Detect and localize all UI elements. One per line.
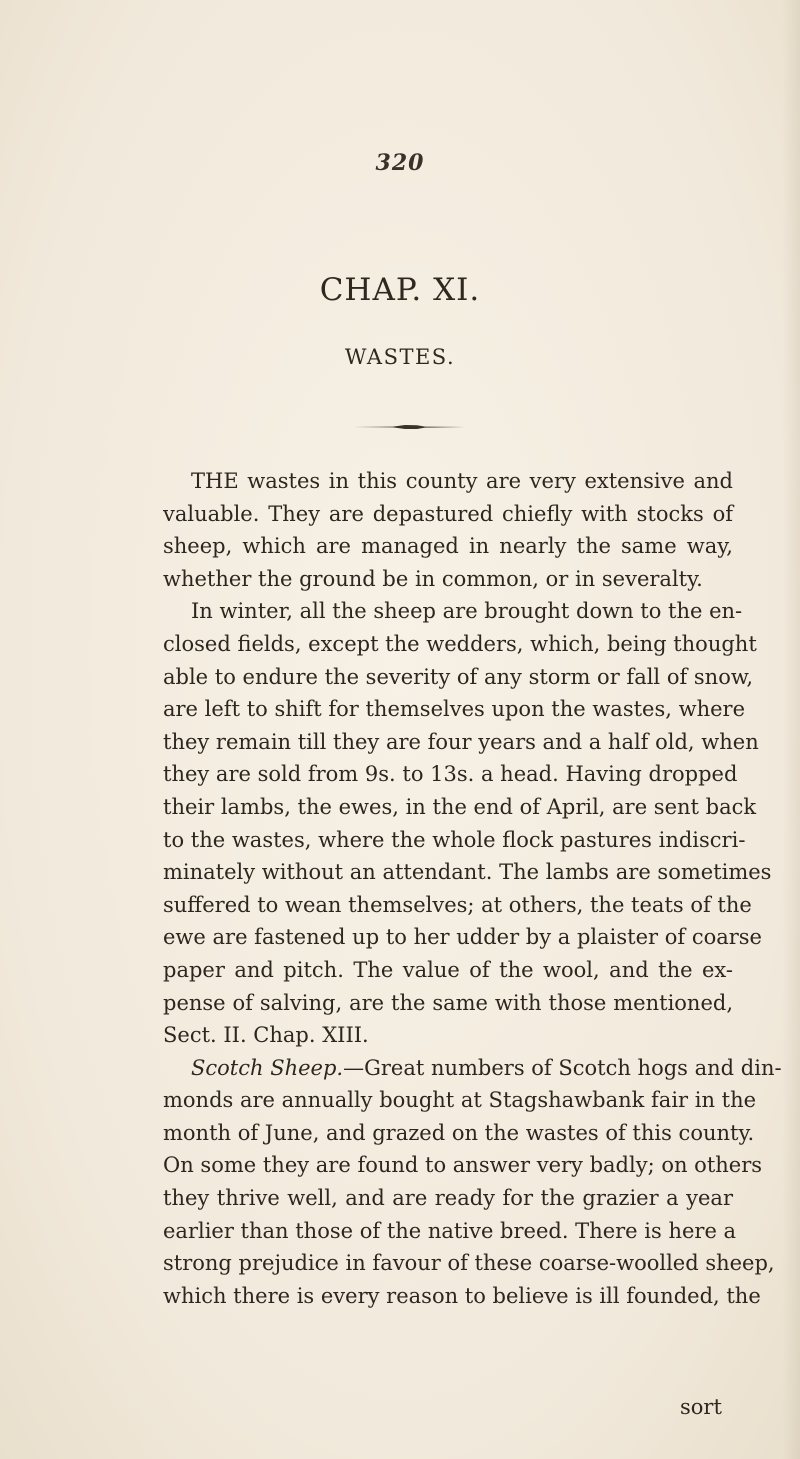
body-line: they thrive well, and are ready for the grazier a year [163, 1186, 733, 1211]
body-text [163, 465, 782, 1312]
body-line: paper and pitch. The value of the wool, and the ex- [163, 957, 733, 982]
body-line: sheep, which are managed in nearly the same way, [163, 534, 733, 559]
body-line: pense of salving, are the same with those mentioned, [163, 990, 733, 1015]
body-line: ewe are fastened up to her udder by a plaister of coarse [163, 925, 762, 950]
body-line: month of June, and grazed on the wastes of this county. [163, 1120, 755, 1145]
body-line: whether the ground be in common, or in severalty. [163, 566, 703, 591]
body-line: their lambs, the ewes, in the end of April, are sent back [163, 794, 757, 819]
body-line: to the wastes, where the whole flock pastures indiscri- [163, 827, 746, 852]
scotch-sheep-first-line-text: —Great numbers of Scotch hogs and din- [343, 1055, 782, 1080]
body-line: are left to shift for themselves upon the wastes, where [163, 697, 745, 722]
page-edge-shadow [782, 0, 800, 1459]
body-line: valuable. They are depastured chiefly with stocks of [163, 501, 733, 526]
body-line: Sect. II. Chap. XIII. [163, 1023, 369, 1048]
body-line: able to endure the severity of any storm or fall of snow, [163, 664, 754, 689]
body-line: earlier than those of the native breed. There is here a [163, 1218, 737, 1243]
body-line: strong prejudice in favour of these coarse-woolled sheep, [163, 1251, 775, 1276]
body-line: which there is every reason to believe is ill founded, the [163, 1283, 761, 1308]
body-line: they remain till they are four years and a half old, when [163, 729, 759, 754]
body-line: closed fields, except the wedders, which, being thought [163, 631, 757, 656]
body-line: In winter, all the sheep are brought down to the en- [191, 599, 743, 624]
body-line: minately without an attendant. The lambs are sometimes [163, 860, 772, 885]
body-line: they are sold from 9s. to 13s. a head. Having dropped [163, 762, 738, 787]
page-number: 320 [375, 150, 425, 176]
catchword: sort [680, 1395, 722, 1419]
scotch-sheep-first-line [163, 1052, 782, 1085]
section-heading: WASTES. [344, 345, 456, 369]
decorative-rule-icon [353, 424, 465, 430]
rule-ornament-svg [353, 424, 465, 430]
body-line: monds are annually bought at Stagshawbank fair in the [163, 1088, 757, 1113]
body-line: THE wastes in this county are very extensive and [191, 469, 733, 493]
body-line: On some they are found to answer very badly; on others [163, 1153, 763, 1178]
body-line: suffered to wean themselves; at others, the teats of the [163, 892, 752, 917]
chapter-heading: CHAP. XI. [319, 272, 481, 308]
scotch-sheep-heading: Scotch Sheep. [191, 1055, 344, 1080]
